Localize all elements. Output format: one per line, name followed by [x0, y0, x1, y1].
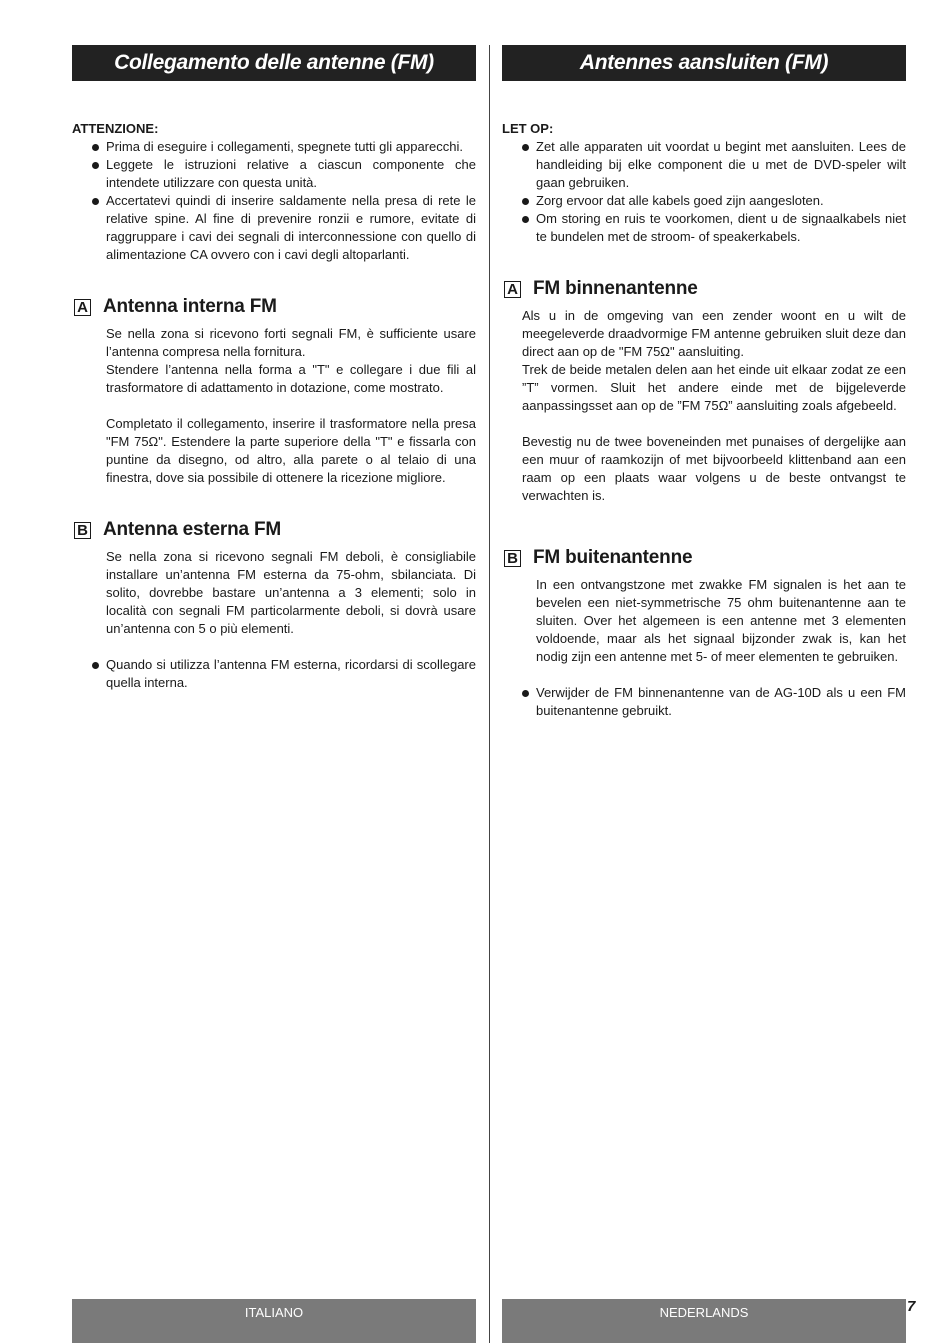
dutch-section-b-title: FM buitenantenne: [533, 547, 693, 568]
dutch-section-b-para1: In een ontvangstzone met zwakke FM signalen is het aan te bevelen een niet-symmetrische 75 ohm buitenantenne aan te sluiten. Over het algemeen is een antenne met 3 elementen voldoende, maar als het signaal bijzonder zwak is, kan het nodig zijn een antenne met 5- of meer elementen te gebruiken.: [536, 577, 906, 664]
dutch-section-a-para2: Bevestig nu de twee boveneinden met punaises of dergelijke aan een muur of raamkozijn of met bijvoorbeeld klittenband aan een raam op een plaats waar volgens u de beste ontvangst te verwachten is.: [522, 434, 906, 503]
dutch-section-b-body: [502, 576, 906, 666]
dutch-attention-label: LET OP:: [502, 121, 554, 136]
dutch-title-bar: [502, 45, 906, 81]
list-item: Quando si utilizza l’antenna FM esterna, ricordarsi di scollegare quella interna.: [106, 657, 476, 690]
section-a-badge: A: [74, 299, 91, 316]
dutch-section-b-list: [502, 684, 906, 720]
dutch-attention-list: [502, 138, 906, 246]
dutch-section-a-para1: Als u in de omgeving van een zender woont en u wilt de meegeleverde draadvormige FM antenne gebruiken sluit deze dan direct aan op de "FM 75Ω" aansluiting. Trek de beide metalen delen aan het einde uit elkaar zodat ze een ”T” vormen. Sluit het andere einde met de bijgeleverde aanpassingsset aan op de ”FM 75Ω” aansluiting zoals afgebeeld.: [522, 308, 906, 413]
italian-section-a-body: [72, 325, 476, 487]
italian-section-b-title: Antenna esterna FM: [103, 519, 281, 540]
italian-attention-list: [72, 138, 476, 264]
list-item: Om storing en ruis te voorkomen, dient u de signaalkabels niet te bundelen met de stroom- of speakerkabels.: [536, 211, 906, 244]
italian-section-b-header: [74, 519, 476, 541]
italian-section-b-para1: Se nella zona si ricevono segnali FM deboli, è consigliabile installare un’antenna FM esterna da 75-ohm, sbilanciata. Di solito, dovrebbe bastare un’antenna a 3 elementi; solo in località con segnali FM particolarmente deboli, si dovrà usare un’antenna con 5 o più elementi.: [106, 549, 476, 636]
section-b-badge: B: [504, 550, 521, 567]
list-item: Prima di eseguire i collegamenti, spegnete tutti gli apparecchi.: [106, 138, 476, 156]
list-item: Zet alle apparaten uit voordat u begint met aansluiten. Lees de handleiding bij elke component die u met de DVD-speler wilt gaan gebruiken.: [536, 139, 906, 190]
italian-section-b-list: [72, 656, 476, 692]
dutch-footer-label: NEDERLANDS: [659, 1305, 749, 1320]
page-number: 7: [907, 1298, 916, 1315]
list-item: Verwijder de FM binnenantenne van de AG-10D als u een FM buitenantenne gebruikt.: [536, 685, 906, 718]
column-divider: [489, 45, 490, 1343]
italian-column: [72, 45, 476, 692]
italian-footer: [72, 1299, 476, 1343]
italian-title: Collegamento delle antenne (FM): [114, 51, 434, 74]
dutch-section-a-title: FM binnenantenne: [533, 278, 698, 299]
dutch-section-b-header: [504, 547, 906, 569]
list-item: Zorg ervoor dat alle kabels goed zijn aangesloten.: [536, 192, 906, 210]
section-a-badge: A: [504, 281, 521, 298]
italian-section-b-body: [72, 548, 476, 638]
section-b-badge: B: [74, 522, 91, 539]
italian-section-a-para1: Se nella zona si ricevono forti segnali FM, è sufficiente usare l’antenna compresa nella fornitura. Stendere l’antenna nella forma a "T" e collegare i due fili al trasformatore di adattamento in dotazione, come mostrato.: [106, 326, 476, 395]
list-item: Accertatevi quindi di inserire saldamente nella presa di rete le relative spine. Al fine di prevenire ronzii e rumore, evitate di raggruppare i cavi dei segnali di interconnessione con quello di alimentazione CA ovvero con i cavi degli altoparlanti.: [106, 193, 476, 262]
italian-attention-label: ATTENZIONE:: [72, 121, 159, 136]
dutch-section-a-header: [504, 278, 906, 300]
italian-section-a-header: [74, 296, 476, 318]
italian-section-a-title: Antenna interna FM: [103, 296, 277, 317]
dutch-title: Antennes aansluiten (FM): [579, 51, 829, 74]
list-item: Leggete le istruzioni relative a ciascun componente che intendete utilizzare con questa unità.: [106, 157, 476, 190]
italian-section-a-para2: Completato il collegamento, inserire il trasformatore nella presa "FM 75Ω". Estendere la parte superiore della "T" e fissarla con puntine da disegno, od altro, alla parete o al telaio di una finestra, dove sia possibile di ottenere la ricezione migliore.: [106, 416, 476, 485]
italian-title-bar: [72, 45, 476, 81]
italian-footer-label: ITALIANO: [244, 1305, 304, 1320]
dutch-section-a-body: [502, 307, 906, 505]
dutch-footer: [502, 1299, 906, 1343]
dutch-column: [502, 45, 906, 720]
